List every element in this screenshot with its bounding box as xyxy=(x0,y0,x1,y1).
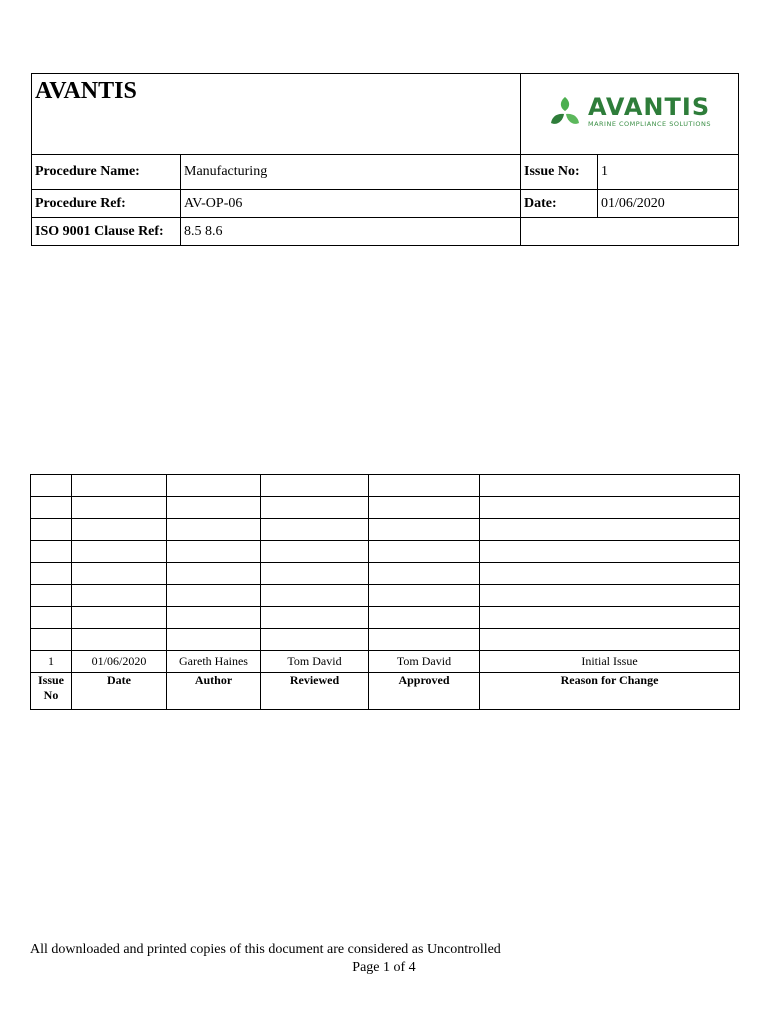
document-header-table xyxy=(31,73,739,246)
date-value: 01/06/2020 xyxy=(598,190,739,218)
empty-cell xyxy=(31,585,72,607)
table-row-empty xyxy=(31,541,740,563)
three-leaf-icon xyxy=(548,95,582,129)
empty-cell xyxy=(261,497,369,519)
header-issue-no-text: Issue No xyxy=(37,673,64,702)
logo-tagline: MARINE COMPLIANCE SOLUTIONS xyxy=(587,120,712,129)
empty-cell xyxy=(167,585,261,607)
empty-cell xyxy=(72,541,167,563)
issue-no-value: 1 xyxy=(598,155,739,190)
empty-cell xyxy=(72,563,167,585)
empty-cell xyxy=(261,475,369,497)
header-approved: Approved xyxy=(369,673,480,710)
iso-clause-value: 8.5 8.6 xyxy=(181,218,521,246)
empty-cell xyxy=(261,541,369,563)
header-date: Date xyxy=(72,673,167,710)
empty-cell xyxy=(31,497,72,519)
company-logo xyxy=(548,95,711,129)
header-issue-no xyxy=(31,673,72,710)
header-reviewed: Reviewed xyxy=(261,673,369,710)
revision-history-table xyxy=(30,474,740,710)
empty-cell xyxy=(521,218,739,246)
header-author: Author xyxy=(167,673,261,710)
empty-cell xyxy=(31,519,72,541)
logo-name: AVANTIS xyxy=(587,93,711,122)
empty-cell xyxy=(261,629,369,651)
empty-cell xyxy=(261,563,369,585)
header-reason: Reason for Change xyxy=(480,673,740,710)
empty-cell xyxy=(480,629,740,651)
empty-cell xyxy=(369,475,480,497)
empty-cell xyxy=(31,563,72,585)
empty-cell xyxy=(167,629,261,651)
revision-issue-no: 1 xyxy=(31,651,72,673)
page-number: Page 1 of 4 xyxy=(352,960,416,975)
empty-cell xyxy=(369,607,480,629)
empty-cell xyxy=(167,475,261,497)
revision-reason: Initial Issue xyxy=(480,651,740,673)
company-title: AVANTIS xyxy=(35,78,137,104)
empty-cell xyxy=(261,607,369,629)
revision-author: Gareth Haines xyxy=(167,651,261,673)
table-row-empty xyxy=(31,497,740,519)
empty-cell xyxy=(31,607,72,629)
empty-cell xyxy=(72,475,167,497)
table-row-empty xyxy=(31,519,740,541)
empty-cell xyxy=(167,519,261,541)
empty-cell xyxy=(31,541,72,563)
empty-cell xyxy=(480,497,740,519)
table-row-empty xyxy=(31,475,740,497)
empty-cell xyxy=(369,519,480,541)
procedure-ref-label: Procedure Ref: xyxy=(32,190,181,218)
empty-cell xyxy=(480,475,740,497)
table-header-row xyxy=(31,673,740,710)
logo-cell xyxy=(521,74,739,155)
empty-cell xyxy=(31,475,72,497)
empty-cell xyxy=(369,563,480,585)
empty-cell xyxy=(72,585,167,607)
empty-cell xyxy=(261,585,369,607)
empty-cell xyxy=(369,629,480,651)
procedure-ref-value: AV-OP-06 xyxy=(181,190,521,218)
empty-cell xyxy=(72,607,167,629)
empty-cell xyxy=(167,497,261,519)
table-row-empty xyxy=(31,563,740,585)
empty-cell xyxy=(480,563,740,585)
empty-cell xyxy=(369,541,480,563)
empty-cell xyxy=(31,629,72,651)
revision-reviewed: Tom David xyxy=(261,651,369,673)
empty-cell xyxy=(480,585,740,607)
company-title-cell xyxy=(32,74,521,155)
empty-cell xyxy=(167,563,261,585)
empty-cell xyxy=(480,541,740,563)
empty-cell xyxy=(167,607,261,629)
uncontrolled-notice: All downloaded and printed copies of this document are considered as Uncontrolled xyxy=(30,942,501,957)
issue-no-label: Issue No: xyxy=(521,155,598,190)
revision-date: 01/06/2020 xyxy=(72,651,167,673)
empty-cell xyxy=(72,629,167,651)
empty-cell xyxy=(261,519,369,541)
empty-cell xyxy=(72,519,167,541)
table-row-empty xyxy=(31,629,740,651)
empty-cell xyxy=(167,541,261,563)
table-row-empty xyxy=(31,585,740,607)
date-label: Date: xyxy=(521,190,598,218)
procedure-name-label: Procedure Name: xyxy=(32,155,181,190)
revision-approved: Tom David xyxy=(369,651,480,673)
empty-cell xyxy=(480,607,740,629)
empty-cell xyxy=(480,519,740,541)
table-row-empty xyxy=(31,607,740,629)
procedure-name-value: Manufacturing xyxy=(181,155,521,190)
empty-cell xyxy=(369,585,480,607)
table-row xyxy=(31,651,740,673)
empty-cell xyxy=(72,497,167,519)
empty-cell xyxy=(369,497,480,519)
iso-clause-label: ISO 9001 Clause Ref: xyxy=(32,218,181,246)
